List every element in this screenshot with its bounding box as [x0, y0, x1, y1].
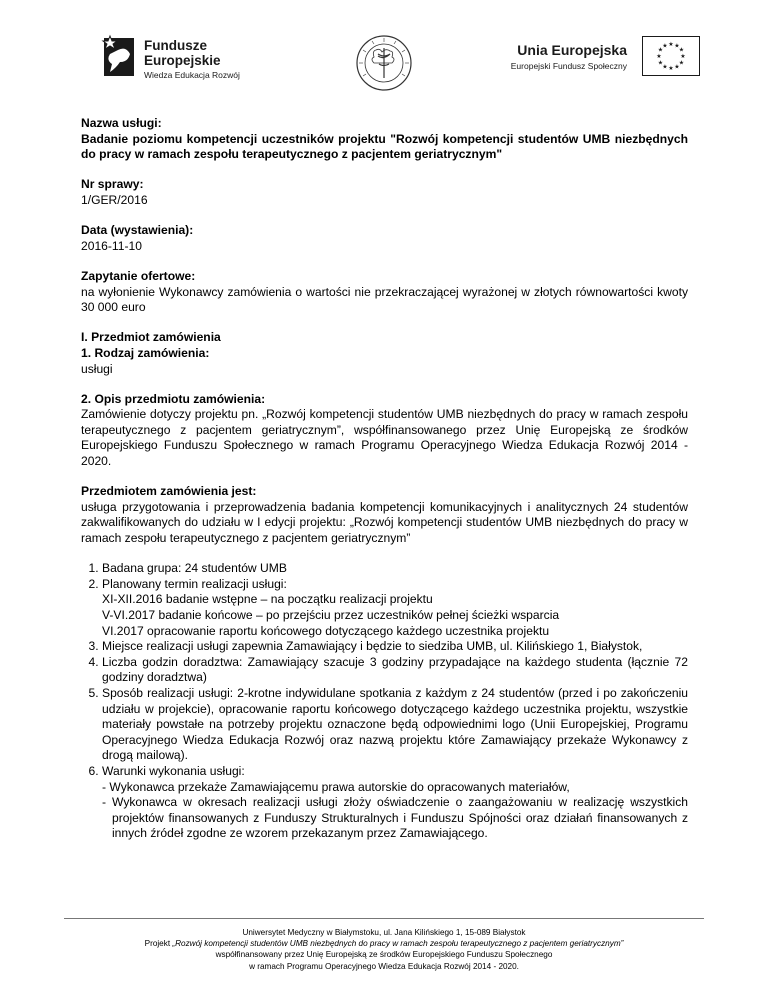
- list-subitem: VI.2017 opracowanie raportu końcowego dotyczącego każdego uczestnika projektu: [102, 623, 550, 638]
- list-item: [102, 686, 688, 764]
- list-item-text: Badana grupa: 24 studentów UMB: [102, 561, 287, 576]
- issue-date-label: Data (wystawienia):: [81, 223, 194, 238]
- footer-divider: [64, 918, 704, 919]
- document-body: [81, 116, 688, 842]
- order-description-block: [81, 392, 688, 470]
- fundusze-europejskie-emblem-icon: [100, 32, 138, 80]
- list-item: [102, 639, 688, 655]
- list-item-text: Planowany termin realizacji usługi:: [102, 576, 287, 591]
- fe-logo-subtitle: Wiedza Edukacja Rozwój: [144, 70, 240, 80]
- list-subitem: XI-XII.2016 badanie wstępne – na początku realizacji projektu: [102, 592, 433, 607]
- footer-address: Uniwersytet Medyczny w Białymstoku, ul. Jana Kilińskiego 1, 15-089 Białystok: [242, 928, 526, 937]
- svg-text:★: ★: [657, 46, 664, 54]
- issue-date-block: [81, 223, 688, 254]
- eu-logo-subtitle: Europejski Fundusz Społeczny: [510, 61, 627, 71]
- fe-logo-title: Fundusze Europejskie: [144, 38, 221, 68]
- list-subitem: - Wykonawca przekaże Zamawiającemu prawa autorskie do opracowanych materiałów,: [102, 779, 570, 794]
- case-number-value: 1/GER/2016: [81, 192, 148, 207]
- order-subject-block: [81, 484, 688, 546]
- svg-text:★: ★: [662, 63, 668, 71]
- eu-logo-text: [470, 42, 627, 71]
- svg-text:★: ★: [657, 59, 664, 67]
- svg-text:★: ★: [668, 41, 674, 48]
- svg-text:★: ★: [674, 63, 680, 71]
- case-number-label: Nr sprawy:: [81, 177, 144, 192]
- page-header: [0, 0, 768, 100]
- footer-project-title: „Rozwój kompetencji studentów UMB niezbędnych do pracy w ramach zespołu terapeutycznego z pacjentem geriatrycznym”: [172, 939, 624, 949]
- order-description-value: Zamówienie dotyczy projektu pn. „Rozwój kompetencji studentów UMB niezbędnych do pracy w ramach zespołu terapeutycznego z pacjentem geriatrycznym”, współfinansowanego przez Unię Europejską ze środków Europejskiego Funduszu Społecznego w ramach Programu Operacyjnego Wiedza Edukacja Rozwój 2014 - 2020.: [81, 407, 688, 469]
- list-item: [102, 764, 688, 842]
- eu-flag-icon: [642, 36, 700, 76]
- list-subitem: - Wykonawca w okresach realizacji usługi złoży oświadczenie o zaangażowaniu w realizację wszystkich projektów finansowanych z Funduszy Strukturalnych i Funduszu Spójności oraz działań finansowanych z innych źródeł zgodne ze wzorem przekazanym przez Zamawiającego.: [102, 795, 688, 841]
- issue-date-value: 2016-11-10: [81, 238, 142, 253]
- service-name-value: Badanie poziomu kompetencji uczestników projektu "Rozwój kompetencji studentów UMB niezbędnych do pracy w ramach zespołu terapeutycznego z pacjentem geriatrycznym": [81, 131, 688, 162]
- list-item-text: Liczba godzin doradztwa: Zamawiający szacuje 3 godziny przypadające na każdego studenta (łącznie 72 godziny doradztwa): [102, 654, 688, 685]
- order-subject-value: usługa przygotowania i przeprowadzenia badania kompetencji komunikacyjnych i analitycznych 24 studentów zakwalifikowanych do udziału w I edycji projektu: „Rozwój kompetencji studentów UMB niezbędnych do pracy w ramach zespołu terapeutycznego z pacjentem geriatrycznym”: [81, 499, 688, 546]
- svg-text:★: ★: [668, 65, 674, 72]
- requirements-list: [81, 561, 688, 842]
- svg-text:★: ★: [662, 42, 668, 50]
- footer-project-prefix: Projekt: [144, 939, 173, 949]
- svg-text:★: ★: [656, 53, 662, 60]
- list-item-text: Warunki wykonania usługi:: [102, 763, 245, 778]
- eu-logo-title: Unia Europejska: [517, 42, 627, 58]
- list-subitem: V-VI.2017 badanie końcowe – po przejściu przez uczestników pełnej ścieżki wsparcia: [102, 608, 560, 622]
- service-name-block: [81, 116, 688, 163]
- order-type-label: 1. Rodzaj zamówienia:: [81, 345, 210, 360]
- order-subject-label: Przedmiotem zamówienia jest:: [81, 484, 257, 499]
- footer-programme: w ramach Programu Operacyjnego Wiedza Edukacja Rozwój 2014 - 2020.: [249, 961, 519, 971]
- inquiry-block: [81, 269, 688, 316]
- section-heading: I. Przedmiot zamówienia: [81, 330, 221, 345]
- fundusze-europejskie-logo: [100, 32, 270, 88]
- page-footer: [64, 927, 704, 972]
- list-item: [102, 577, 688, 639]
- svg-text:★: ★: [674, 42, 680, 50]
- case-number-block: [81, 177, 688, 208]
- svg-text:★: ★: [678, 59, 685, 67]
- service-name-label: Nazwa usługi:: [81, 116, 162, 130]
- inquiry-label: Zapytanie ofertowe:: [81, 268, 196, 283]
- list-item: [102, 561, 688, 577]
- list-item-text: Miejsce realizacji usługi zapewnia Zamawiający i będzie to siedziba UMB, ul. Kilińskiego 1, Białystok,: [102, 639, 643, 654]
- order-description-label: 2. Opis przedmiotu zamówienia:: [81, 391, 266, 406]
- inquiry-value: na wyłonienie Wykonawcy zamówienia o wartości nie przekraczającej wyrażonej w złotych równowartości kwoty 30 000 euro: [81, 284, 688, 315]
- footer-cofinancing: współfinansowany przez Unię Europejską ze środków Europejskiego Funduszu Społecznego: [215, 950, 553, 960]
- university-seal-icon: [354, 34, 414, 92]
- footer-project: [64, 938, 704, 949]
- svg-text:★: ★: [678, 46, 685, 54]
- svg-text:★: ★: [680, 53, 686, 60]
- order-type-block: [81, 330, 688, 377]
- order-type-value: usługi: [81, 361, 113, 376]
- list-item: [102, 655, 688, 686]
- list-item-text: Sposób realizacji usługi: 2-krotne indywidulane spotkania z każdym z 24 studentów (przed i po zakończeniu udziału w projekcie), opracowanie raportu końcowego dotyczącego każdego uczestnika projektu, wszystkie materiały powstałe na potrzeby projektu oznaczone będą odpowiednimi logo (Unii Europejskiej, Programu Operacyjnego Wiedza Edukacja Rozwój oraz nazwą projektu które Zamawiający przekaże Wykonawcy z drogą mailową).: [102, 685, 688, 763]
